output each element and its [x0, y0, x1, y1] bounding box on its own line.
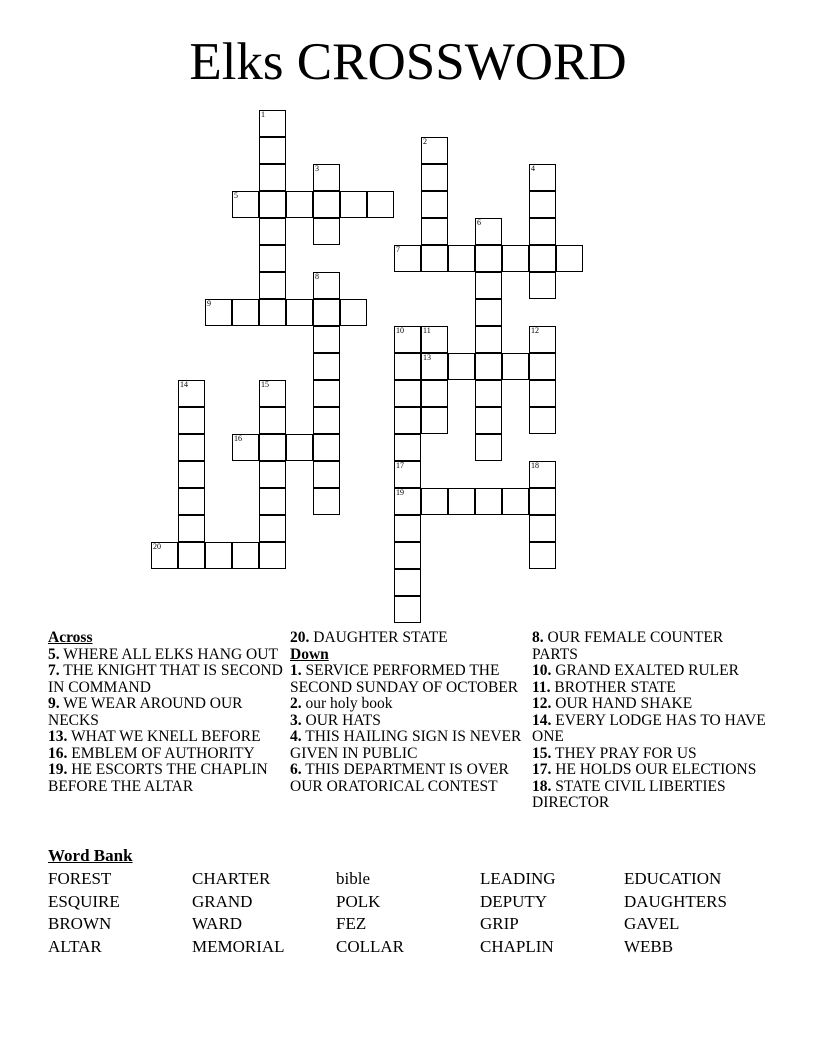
- word-bank-word: MEMORIAL: [192, 936, 285, 956]
- clue-across-16: 16. EMBLEM OF AUTHORITY: [48, 744, 255, 762]
- grid-cell[interactable]: [421, 380, 448, 407]
- grid-cell[interactable]: [232, 191, 259, 218]
- grid-cell[interactable]: [313, 218, 340, 245]
- grid-cell[interactable]: [394, 326, 421, 353]
- grid-cell[interactable]: [502, 488, 529, 515]
- grid-cell[interactable]: [259, 164, 286, 191]
- word-bank-word: BROWN: [48, 914, 112, 934]
- clue-across-13: 13. WHAT WE KNELL BEFORE: [48, 728, 261, 745]
- clue-down-3: 3. OUR HATS: [290, 711, 381, 729]
- grid-cell[interactable]: [259, 299, 286, 326]
- grid-cell[interactable]: [529, 488, 556, 515]
- clue-number: 11: [423, 326, 431, 335]
- grid-cell[interactable]: [421, 218, 448, 245]
- grid-cell[interactable]: [394, 434, 421, 461]
- clue-number: 17: [396, 461, 404, 470]
- clue-down-18: 18. STATE CIVIL LIBERTIES DIRECTOR: [532, 777, 726, 811]
- grid-cell[interactable]: [448, 353, 475, 380]
- grid-cell[interactable]: [421, 191, 448, 218]
- clue-across-7: 7. THE KNIGHT THAT IS SECOND IN COMMAND: [48, 662, 283, 696]
- grid-cell[interactable]: [286, 434, 313, 461]
- clue-number: 3: [315, 164, 319, 173]
- clue-number: 14: [180, 380, 188, 389]
- grid-cell[interactable]: [475, 434, 502, 461]
- clue-down-1: 1. SERVICE PERFORMED THE SECOND SUNDAY OF OCTOBER: [290, 662, 519, 696]
- clue-number: 9: [207, 299, 211, 308]
- grid-cell[interactable]: [529, 164, 556, 191]
- grid-cell[interactable]: [232, 299, 259, 326]
- grid-cell[interactable]: [475, 245, 502, 272]
- grid-cell[interactable]: [340, 299, 367, 326]
- grid-cell[interactable]: [394, 461, 421, 488]
- grid-cell[interactable]: [475, 353, 502, 380]
- grid-cell[interactable]: [232, 542, 259, 569]
- clue-number: 2: [423, 137, 427, 146]
- grid-cell[interactable]: [529, 515, 556, 542]
- word-bank-word: CHAPLIN: [480, 936, 554, 956]
- grid-cell[interactable]: [421, 353, 448, 380]
- grid-cell[interactable]: [178, 461, 205, 488]
- clue-across-20: 20. DAUGHTER STATE: [290, 629, 448, 646]
- clue-down-17: 17. HE HOLDS OUR ELECTIONS: [532, 761, 757, 778]
- clues-column-2: [290, 630, 525, 795]
- grid-cell[interactable]: [529, 542, 556, 569]
- word-bank-word: DEPUTY: [480, 891, 548, 911]
- grid-cell[interactable]: [394, 407, 421, 434]
- grid-cell[interactable]: [394, 569, 421, 596]
- clue-number: 10: [396, 326, 404, 335]
- grid-cell[interactable]: [205, 299, 232, 326]
- grid-cell[interactable]: [502, 245, 529, 272]
- word-bank-word: FOREST: [48, 869, 112, 888]
- clue-number: 1: [261, 110, 265, 119]
- word-bank-word: GRAND: [192, 891, 253, 911]
- word-bank-word: bible: [336, 869, 370, 888]
- word-bank-heading: Word Bank: [48, 846, 133, 865]
- clue-down-4: 4. THIS HAILING SIGN IS NEVER GIVEN IN PUBLIC: [290, 728, 522, 762]
- clue-down-10: 10. GRAND EXALTED RULER: [532, 662, 739, 679]
- grid-cell[interactable]: [286, 299, 313, 326]
- grid-cell[interactable]: [394, 542, 421, 569]
- clue-across-5: 5. WHERE ALL ELKS HANG OUT: [48, 645, 278, 663]
- grid-cell[interactable]: [448, 245, 475, 272]
- grid-cell[interactable]: [178, 488, 205, 515]
- grid-cell[interactable]: [313, 353, 340, 380]
- grid-cell[interactable]: [529, 407, 556, 434]
- grid-cell[interactable]: [313, 164, 340, 191]
- grid-cell[interactable]: [313, 326, 340, 353]
- grid-cell[interactable]: [529, 326, 556, 353]
- grid-cell[interactable]: [178, 515, 205, 542]
- clue-down-14: 14. EVERY LODGE HAS TO HAVE ONE: [532, 711, 766, 745]
- clue-number: 12: [531, 326, 539, 335]
- grid-cell[interactable]: [421, 326, 448, 353]
- grid-cell[interactable]: [313, 299, 340, 326]
- grid-cell[interactable]: [286, 191, 313, 218]
- grid-cell[interactable]: [367, 191, 394, 218]
- grid-cell[interactable]: [394, 488, 421, 515]
- grid-cell[interactable]: [259, 542, 286, 569]
- grid-cell[interactable]: [394, 353, 421, 380]
- down-heading: Down: [290, 645, 329, 663]
- grid-cell[interactable]: [259, 461, 286, 488]
- grid-cell[interactable]: [475, 299, 502, 326]
- clue-across-19: 19. HE ESCORTS THE CHAPLIN BEFORE THE ALTAR: [48, 761, 268, 795]
- clue-down-8: 8. OUR FEMALE COUNTER PARTS: [532, 629, 724, 663]
- clue-number: 6: [477, 218, 481, 227]
- grid-cell[interactable]: [178, 380, 205, 407]
- grid-cell[interactable]: [313, 434, 340, 461]
- across-heading: Across: [48, 629, 93, 646]
- grid-cell[interactable]: [259, 407, 286, 434]
- clue-down-6: 6. THIS DEPARTMENT IS OVER OUR ORATORICAL CONTEST: [290, 761, 509, 795]
- clue-number: 20: [153, 542, 161, 551]
- grid-cell[interactable]: [178, 434, 205, 461]
- grid-cell[interactable]: [529, 191, 556, 218]
- grid-cell[interactable]: [421, 164, 448, 191]
- grid-cell[interactable]: [340, 191, 367, 218]
- clue-number: 16: [234, 434, 242, 443]
- word-bank-word: LEADING: [480, 869, 556, 888]
- clue-number: 19: [396, 488, 404, 497]
- grid-cell[interactable]: [259, 434, 286, 461]
- grid-cell[interactable]: [259, 488, 286, 515]
- grid-cell[interactable]: [394, 380, 421, 407]
- word-bank-row: [48, 936, 768, 959]
- word-bank-row: [48, 913, 768, 936]
- word-bank: [48, 868, 768, 958]
- clue-number: 7: [396, 245, 400, 254]
- grid-cell[interactable]: [313, 191, 340, 218]
- grid-cell[interactable]: [394, 245, 421, 272]
- grid-cell[interactable]: [421, 488, 448, 515]
- clue-number: 8: [315, 272, 319, 281]
- grid-cell[interactable]: [529, 461, 556, 488]
- word-bank-row: [48, 891, 768, 914]
- word-bank-word: WEBB: [624, 936, 674, 956]
- word-bank-word: DAUGHTERS: [624, 891, 727, 911]
- grid-cell[interactable]: [313, 407, 340, 434]
- grid-cell[interactable]: [313, 272, 340, 299]
- word-bank-word: COLLAR: [336, 936, 404, 956]
- grid-cell[interactable]: [529, 218, 556, 245]
- word-bank-word: CHARTER: [192, 869, 271, 888]
- grid-cell[interactable]: [259, 218, 286, 245]
- clues-column-3: [532, 630, 772, 812]
- grid-cell[interactable]: [475, 218, 502, 245]
- grid-cell[interactable]: [205, 542, 232, 569]
- grid-cell[interactable]: [475, 326, 502, 353]
- clue-down-11: 11. BROTHER STATE: [532, 678, 676, 696]
- grid-cell[interactable]: [259, 110, 286, 137]
- grid-cell[interactable]: [313, 380, 340, 407]
- clue-across-9: 9. WE WEAR AROUND OUR NECKS: [48, 695, 243, 729]
- word-bank-word: GAVEL: [624, 914, 680, 934]
- grid-cell[interactable]: [259, 245, 286, 272]
- clue-number: 13: [423, 353, 431, 362]
- grid-cell[interactable]: [259, 515, 286, 542]
- word-bank-row: [48, 868, 768, 891]
- grid-cell[interactable]: [259, 191, 286, 218]
- clue-number: 18: [531, 461, 539, 470]
- word-bank-word: ESQUIRE: [48, 891, 120, 911]
- word-bank-word: EDUCATION: [624, 869, 722, 888]
- grid-cell[interactable]: [313, 461, 340, 488]
- word-bank-word: WARD: [192, 914, 243, 934]
- grid-cell[interactable]: [529, 245, 556, 272]
- grid-cell[interactable]: [529, 353, 556, 380]
- grid-cell[interactable]: [394, 596, 421, 623]
- clues-column-1: [48, 630, 283, 795]
- grid-cell[interactable]: [421, 407, 448, 434]
- grid-cell[interactable]: [475, 407, 502, 434]
- word-bank-word: GRIP: [480, 914, 519, 934]
- grid-cell[interactable]: [529, 272, 556, 299]
- clue-down-2: 2. our holy book: [290, 695, 393, 712]
- clue-number: 4: [531, 164, 535, 173]
- grid-cell[interactable]: [475, 488, 502, 515]
- grid-cell[interactable]: [178, 542, 205, 569]
- grid-cell[interactable]: [475, 380, 502, 407]
- grid-cell[interactable]: [259, 380, 286, 407]
- word-bank-word: FEZ: [336, 914, 367, 934]
- page-title: Elks CROSSWORD: [189, 33, 627, 91]
- grid-cell[interactable]: [178, 407, 205, 434]
- grid-cell[interactable]: [502, 353, 529, 380]
- grid-cell[interactable]: [529, 380, 556, 407]
- grid-cell[interactable]: [448, 488, 475, 515]
- grid-cell[interactable]: [259, 272, 286, 299]
- grid-cell[interactable]: [259, 137, 286, 164]
- clue-number: 15: [261, 380, 269, 389]
- word-bank-word: POLK: [336, 891, 381, 911]
- grid-cell[interactable]: [556, 245, 583, 272]
- grid-cell[interactable]: [151, 542, 178, 569]
- grid-cell[interactable]: [475, 272, 502, 299]
- grid-cell[interactable]: [232, 434, 259, 461]
- word-bank-word: ALTAR: [48, 936, 102, 956]
- grid-cell[interactable]: [394, 515, 421, 542]
- grid-cell[interactable]: [313, 488, 340, 515]
- clue-down-15: 15. THEY PRAY FOR US: [532, 744, 697, 762]
- clue-number: 5: [234, 191, 238, 200]
- clue-down-12: 12. OUR HAND SHAKE: [532, 695, 693, 712]
- grid-cell[interactable]: [421, 137, 448, 164]
- grid-cell[interactable]: [421, 245, 448, 272]
